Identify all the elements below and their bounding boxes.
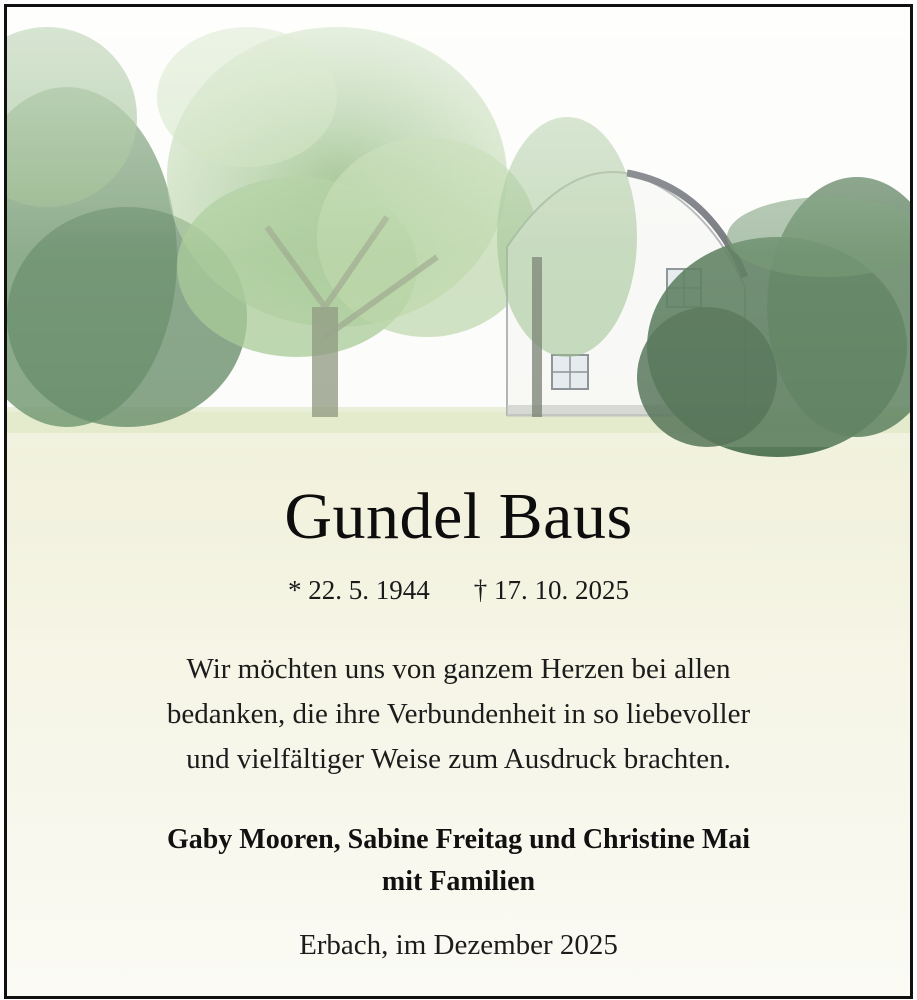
deceased-name: Gundel Baus [284,480,633,553]
message-line: Wir möchten uns von ganzem Herzen bei allen [186,653,731,685]
signers [37,819,880,903]
message-line: und vielfältiger Weise zum Ausdruck brachten. [186,743,731,775]
birth-date: * 22. 5. 1944 [288,575,430,605]
signers-line: Gaby Mooren, Sabine Freitag und Christine Mai [166,824,751,855]
life-dates [7,572,910,608]
place-and-date: Erbach, im Dezember 2025 [299,929,618,961]
death-date: † 17. 10. 2025 [473,575,629,605]
message-line: bedanken, die ihre Verbundenheit in so liebevoller [166,698,751,730]
obituary-notice [4,4,913,999]
signers-line: mit Familien [381,866,536,897]
thank-you-message [47,647,870,782]
